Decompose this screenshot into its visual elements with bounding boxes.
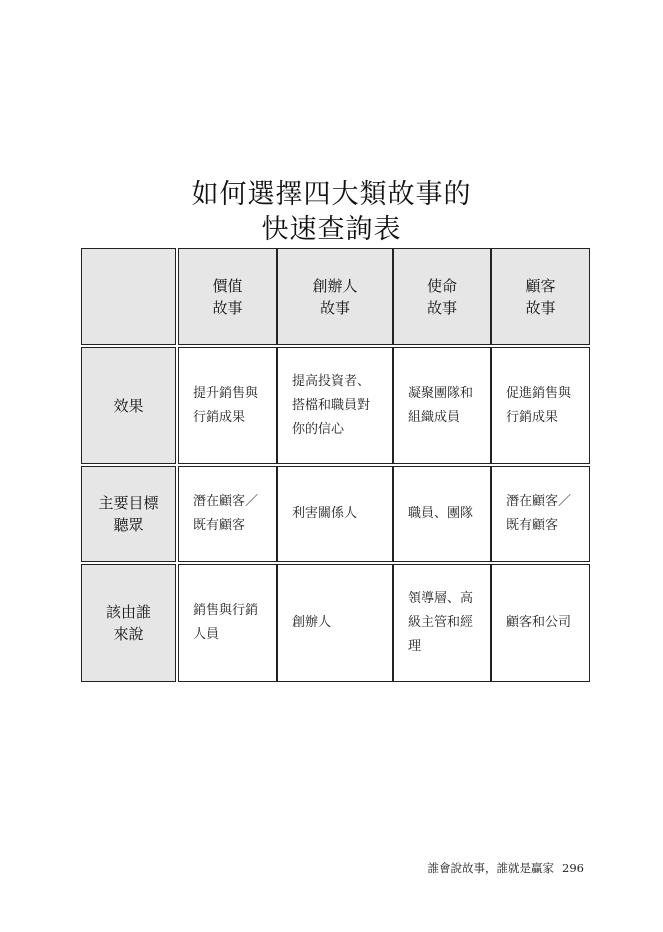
page-title-line-1: 如何選擇四大類故事的 bbox=[191, 179, 472, 210]
table-cell: 利害關係人 bbox=[277, 466, 393, 562]
page-title-line-2: 快速查詢表 bbox=[261, 214, 402, 245]
column-header-founder-story: 創辦人 故事 bbox=[277, 248, 393, 345]
corner-cell bbox=[81, 248, 176, 345]
book-title: 誰會說故事，誰就是贏家 bbox=[427, 861, 555, 875]
column-header-customer-story: 顧客 故事 bbox=[491, 248, 590, 345]
row-header-main-audience: 主要目標 聽眾 bbox=[81, 466, 176, 562]
row-header-effect: 效果 bbox=[81, 347, 176, 464]
table-cell: 提升銷售與 行銷成果 bbox=[178, 347, 277, 464]
story-type-quick-reference-table bbox=[81, 248, 590, 682]
column-header-mission-story: 使命 故事 bbox=[393, 248, 491, 345]
table-cell: 潛在顧客／ 既有顧客 bbox=[178, 466, 277, 562]
table-cell: 提高投資者、 搭檔和職員對 你的信心 bbox=[277, 347, 393, 464]
page-footer bbox=[0, 860, 584, 876]
page-number: 296 bbox=[562, 861, 584, 875]
table-cell: 領導層、高 級主管和經 理 bbox=[393, 564, 491, 682]
table-cell: 潛在顧客／ 既有顧客 bbox=[491, 466, 590, 562]
table-cell: 銷售與行銷 人員 bbox=[178, 564, 277, 682]
table-cell: 顧客和公司 bbox=[491, 564, 590, 682]
row-header-who-tells: 該由誰 來說 bbox=[81, 564, 176, 682]
table-cell: 創辦人 bbox=[277, 564, 393, 682]
table-cell: 職員、團隊 bbox=[393, 466, 491, 562]
table-cell: 凝聚團隊和 組織成員 bbox=[393, 347, 491, 464]
column-header-value-story: 價值 故事 bbox=[178, 248, 277, 345]
table-cell: 促進銷售與 行銷成果 bbox=[491, 347, 590, 464]
